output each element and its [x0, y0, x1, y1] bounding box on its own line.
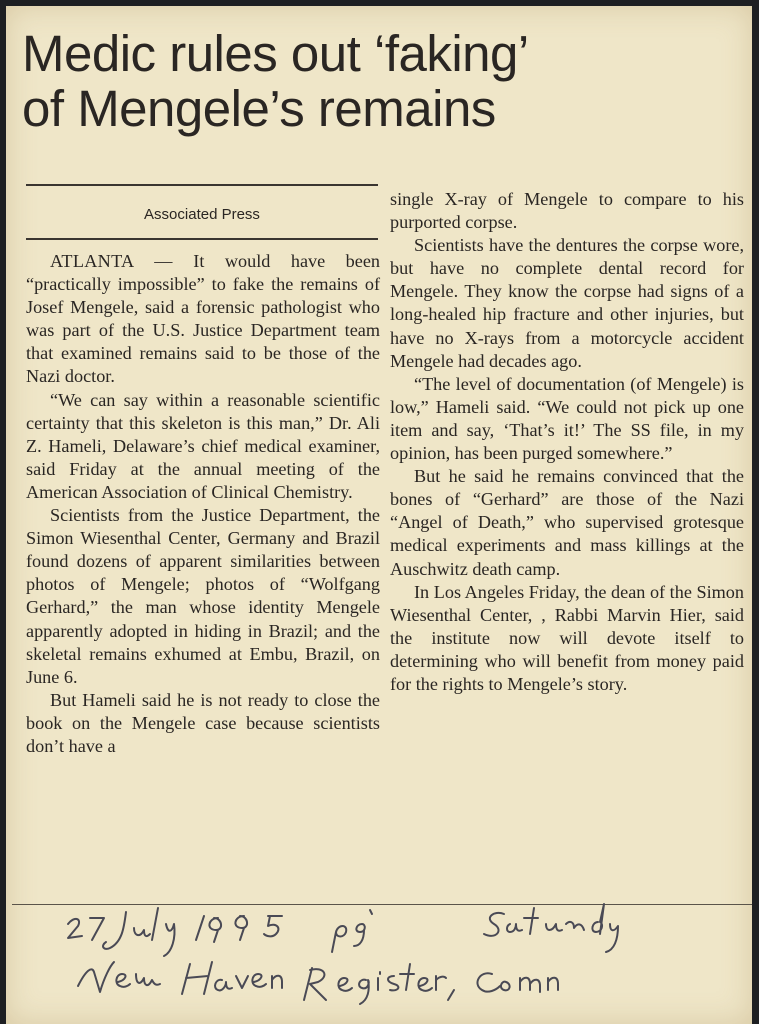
byline-bottom-rule — [26, 238, 378, 240]
article-column-1 — [26, 250, 380, 758]
article-paragraph: But Hameli said he is not ready to close the book on the Mengele case because scientists don’t have a — [26, 689, 380, 756]
paragraph-text: It would have been “practically impossible” to fake the remains of Josef Mengele, said a forensic pathologist who was part of the U.S. Justice Department team that examined remains said to be those of the Nazi doctor. — [26, 251, 381, 387]
byline-top-rule — [26, 184, 378, 186]
headline-line-2: of Mengele’s remains — [22, 80, 496, 137]
article-paragraph: But he said he remains convinced that the bones of “Gerhard” are those of the Nazi “Angel of Death,” who supervised grotesque medical experiments and mass killings at the Auschwitz death camp. — [390, 466, 744, 579]
article-paragraph: In Los Angeles Friday, the dean of the Simon Wiesenthal Center, , Rabbi Marvin Hier, said the institute now will devote itself to determining who will benefit from money paid for the rights to Mengele’s story. — [390, 581, 744, 694]
headline — [22, 26, 742, 136]
newspaper-clipping — [6, 6, 752, 1024]
article-paragraph: Scientists have the dentures the corpse wore, but have no complete dental record for Mengele. They know the corpse had signs of a long-healed hip fracture and other injuries, but have no X-rays from a motorcycle accident Mengele had decades ago. — [390, 235, 744, 371]
article-paragraph: “We can say within a reasonable scientific certainty that this skeleton is this man,” Dr. Ali Z. Hameli, Delaware’s chief medical examiner, said Friday at the annual meeting of the American Association of Clinical Chemistry. — [26, 389, 380, 502]
article-paragraph-continued: single X-ray of Mengele to compare to his purported corpse. — [390, 189, 744, 233]
handwritten-note-line-2 — [6, 6, 7, 7]
article-paragraph: Scientists from the Justice Department, the Simon Wiesenthal Center, Germany and Brazil found dozens of apparent similarities between photos of Mengele; photos of “Wolfgang Gerhard,” the man whose identity Mengele apparently adopted in hiding in Brazil; and the skeletal remains exhumed at Embu, Brazil, on June 6. — [26, 505, 380, 687]
article-paragraph — [26, 250, 380, 389]
handwritten-note — [6, 894, 752, 1024]
article-paragraph: “The level of documentation (of Mengele) is low,” Hameli said. “We could not pick up one item and say, ‘That’s it!’ The SS file, in my opinion, has been purged somewhere.” — [390, 373, 744, 464]
byline: Associated Press — [144, 206, 260, 223]
headline-line-1: Medic rules out ‘faking’ — [22, 25, 529, 82]
article-column-2 — [390, 188, 744, 696]
dateline: ATLANTA — — [50, 251, 173, 271]
